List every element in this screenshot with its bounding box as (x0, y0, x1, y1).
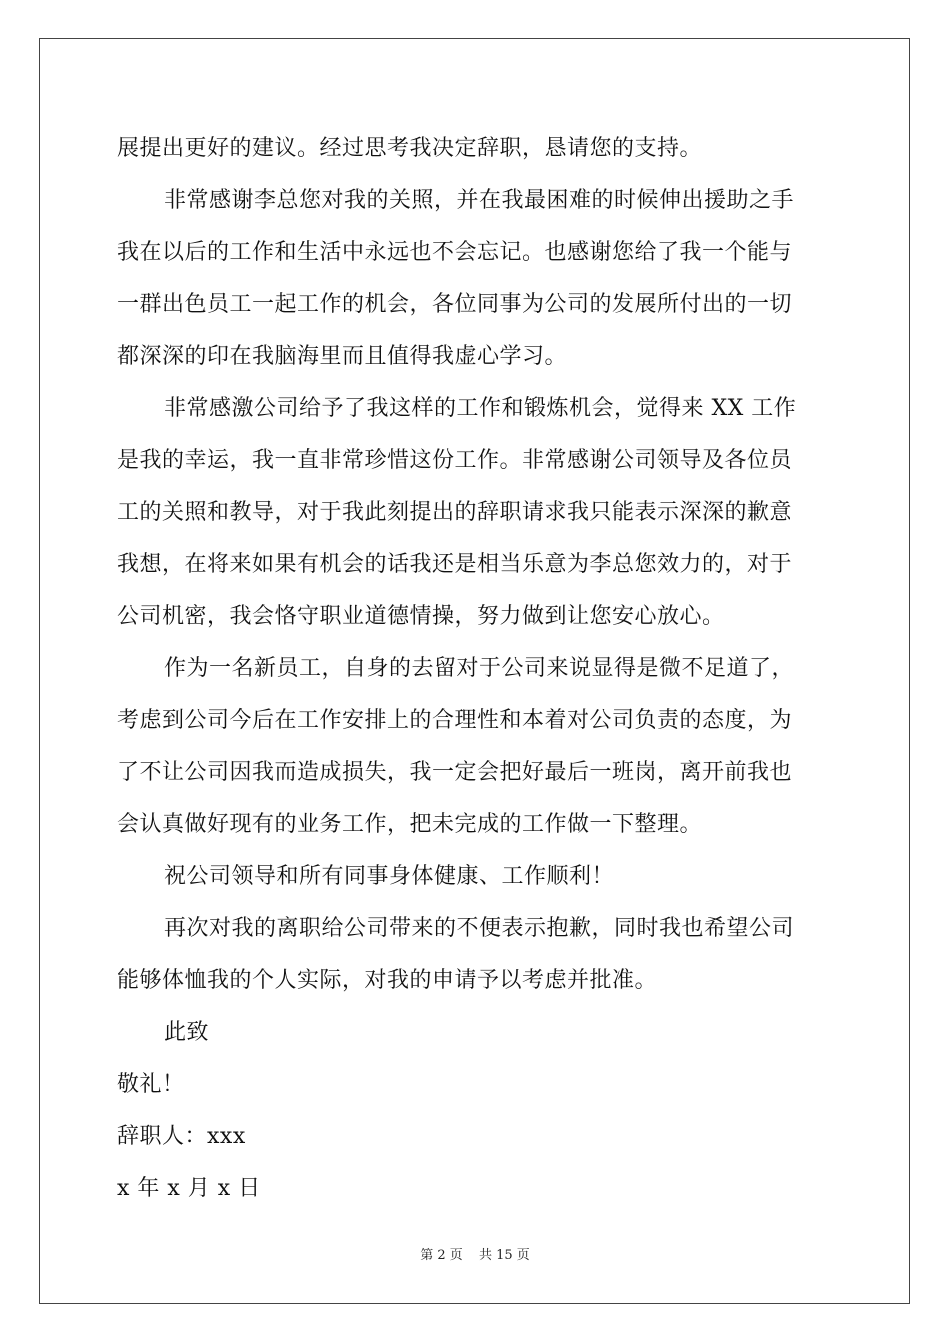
paragraph-start: 作为一名新员工，自身的去留对于公司来说显得是微不足道了， (164, 656, 795, 681)
text-line: 工的关照和教导，对于我此刻提出的辞职请求我只能表示深深的歉意 (117, 500, 793, 525)
paragraph-start: 非常感谢李总您对我的关照，并在我最困难的时候伸出援助之手 (164, 188, 795, 213)
paragraph-start: 非常感激公司给予了我这样的工作和锻炼机会，觉得来 XX 工作 (164, 396, 797, 421)
text-line: 我想，在将来如果有机会的话我还是相当乐意为李总您效力的，对于 (117, 552, 793, 577)
page-total: 共 15 页 (478, 1248, 530, 1263)
closing-salutation: 此致 (164, 1020, 210, 1045)
text-line: 展提出更好的建议。经过思考我决定辞职，恳请您的支持。 (117, 136, 703, 161)
page-number: 第 2 页 (420, 1248, 463, 1263)
closing-regards: 敬礼！ (117, 1072, 185, 1097)
text-line: 是我的幸运，我一直非常珍惜这份工作。非常感谢公司领导及各位员 (117, 448, 793, 473)
text-line: 一群出色员工一起工作的机会，各位同事为公司的发展所付出的一切 (117, 292, 793, 317)
text-line: 能够体恤我的个人实际，对我的申请予以考虑并批准。 (117, 968, 658, 993)
text-line: 考虑到公司今后在工作安排上的合理性和本着对公司负责的态度，为 (117, 708, 793, 733)
text-line: 会认真做好现有的业务工作，把未完成的工作做一下整理。 (117, 812, 703, 837)
text-line: 我在以后的工作和生活中永远也不会忘记。也感谢您给了我一个能与 (117, 240, 793, 265)
page-footer (0, 1246, 950, 1266)
signature-name: 辞职人：xxx (117, 1124, 246, 1149)
paragraph-start: 再次对我的离职给公司带来的不便表示抱歉，同时我也希望公司 (164, 916, 795, 941)
signature-date: x 年 x 月 x 日 (117, 1176, 261, 1201)
letter-body (117, 129, 833, 1221)
text-line: 公司机密，我会恪守职业道德情操，努力做到让您安心放心。 (117, 604, 725, 629)
text-line: 都深深的印在我脑海里而且值得我虚心学习。 (117, 344, 568, 369)
text-line: 了不让公司因我而造成损失，我一定会把好最后一班岗，离开前我也 (117, 760, 793, 785)
wishes-line: 祝公司领导和所有同事身体健康、工作顺利！ (164, 864, 615, 889)
